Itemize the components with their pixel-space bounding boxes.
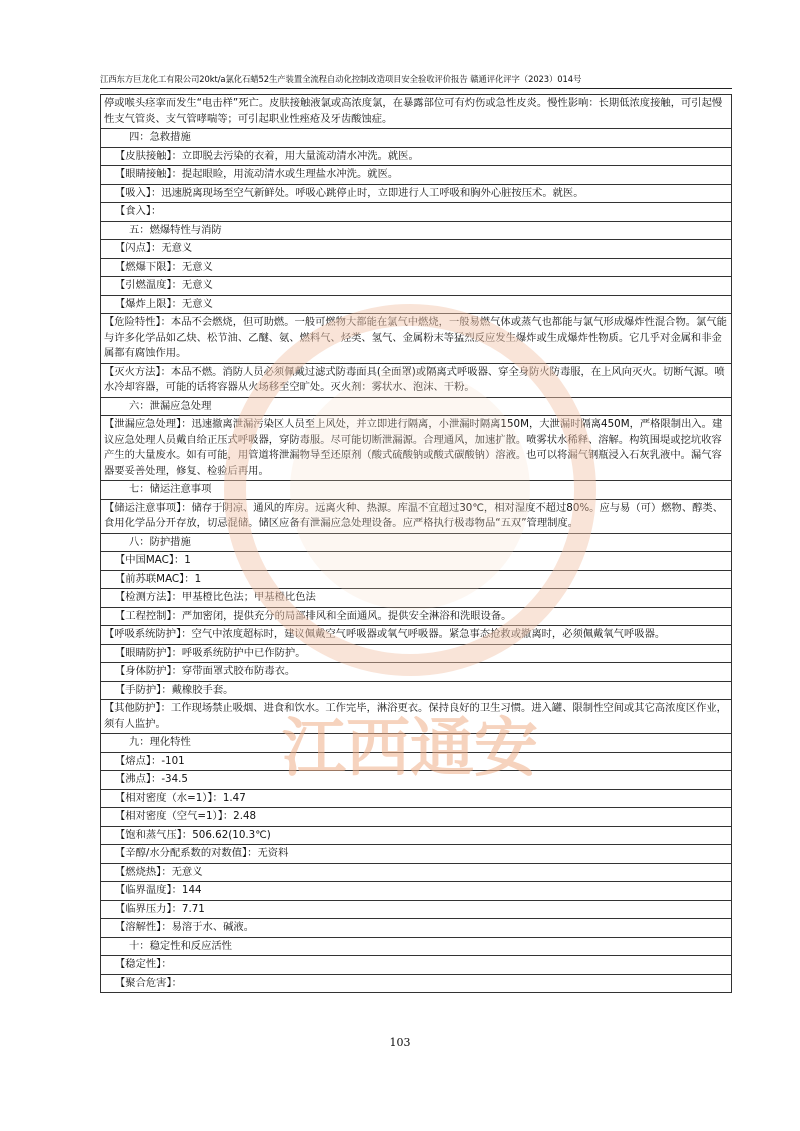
section-heading: 八：防护措施 [101, 533, 732, 552]
field-text: 【相对密度（空气=1）】：2.48 [101, 808, 732, 827]
field-text: 【中国MAC】：1 [101, 552, 732, 571]
field-text: 【呼吸系统防护】：空气中浓度超标时，建议佩戴空气呼吸器或氧气呼吸器。紧急事态抢救或撤离时，必须佩戴氧气呼吸器。 [101, 626, 732, 645]
field-row [101, 589, 732, 608]
field-text: 【泄漏应急处理】：迅速撤离泄漏污染区人员至上风处，并立即进行隔离，小泄漏时隔离150M，大泄漏时隔离450M，严格限制出入。建议应急处理人员戴自给正压式呼吸器，穿防毒服。尽可能切断泄漏源。合理通风，加速扩散。喷雾状水稀释、溶解。构筑围堤或挖坑收容产生的大量废水。如有可能，用管道将泄漏物导至还原剂（酸式硫酸钠或酸式碳酸钠）溶液。也可以将漏气钢瓶浸入石灰乳液中。漏气容器要妥善处理，修复、检验后再用。 [101, 416, 732, 481]
field-text: 【身体防护】：穿带面罩式胶布防毒衣。 [101, 663, 732, 682]
field-row [101, 845, 732, 864]
field-text: 【辛醇/水分配系数的对数值】：无资料 [101, 845, 732, 864]
field-text: 【相对密度（水=1）】：1.47 [101, 789, 732, 808]
section-heading: 五：燃爆特性与消防 [101, 221, 732, 240]
field-row [101, 166, 732, 185]
field-row [101, 789, 732, 808]
section-heading: 十：稳定性和反应活性 [101, 937, 732, 956]
field-text: 【熔点】：-101 [101, 752, 732, 771]
field-text: 【前苏联MAC】：1 [101, 570, 732, 589]
section-row [101, 734, 732, 753]
field-text: 【食入】： [101, 203, 732, 222]
msds-table [100, 94, 732, 993]
section-row [101, 533, 732, 552]
section-heading: 四：急救措施 [101, 129, 732, 148]
field-text: 【眼睛接触】：提起眼睑，用流动清水或生理盐水冲洗。就医。 [101, 166, 732, 185]
section-heading: 七：储运注意事项 [101, 481, 732, 500]
field-text: 停或喉头痉挛而发生“电击样”死亡。皮肤接触液氯或高浓度氯，在暴露部位可有灼伤或急性皮炎。慢性影响：长期低浓度接触，可引起慢性支气管炎、支气管哮喘等；可引起职业性痤疮及牙齿酸蚀症。 [101, 95, 732, 129]
field-text: 【其他防护】：工作现场禁止吸烟、进食和饮水。工作完毕，淋浴更衣。保持良好的卫生习惯。进入罐、限制性空间或其它高浓度区作业，须有人监护。 [101, 700, 732, 734]
field-row [101, 416, 732, 481]
section-row [101, 481, 732, 500]
field-text: 【灭火方法】：本品不燃。消防人员必须佩戴过滤式防毒面具(全面罩)或隔离式呼吸器、穿全身防火防毒服，在上风向灭火。切断气源。喷水冷却容器，可能的话将容器从火场移至空旷处。灭火剂：雾状水、泡沫、干粉。 [101, 363, 732, 397]
section-row [101, 397, 732, 416]
field-row [101, 277, 732, 296]
field-row [101, 203, 732, 222]
field-row [101, 663, 732, 682]
field-text: 【临界温度】：144 [101, 882, 732, 901]
field-text: 【闪点】：无意义 [101, 240, 732, 259]
field-row [101, 974, 732, 993]
field-text: 【聚合危害】： [101, 974, 732, 993]
field-row [101, 552, 732, 571]
field-row [101, 919, 732, 938]
field-text: 【危险特性】：本品不会燃烧，但可助燃。一般可燃物大都能在氯气中燃烧，一般易燃气体或蒸气也都能与氯气形成爆炸性混合物。氯气能与许多化学品如乙炔、松节油、乙醚、氨、燃料气、烃类、氢气、金属粉末等猛烈反应发生爆炸或生成爆炸性物质。它几乎对金属和非金属都有腐蚀作用。 [101, 314, 732, 364]
section-heading: 九：理化特性 [101, 734, 732, 753]
field-row [101, 295, 732, 314]
field-row [101, 644, 732, 663]
field-text: 【爆炸上限】：无意义 [101, 295, 732, 314]
field-text: 【临界压力】：7.71 [101, 900, 732, 919]
field-text: 【沸点】：-34.5 [101, 771, 732, 790]
field-row [101, 882, 732, 901]
field-row [101, 826, 732, 845]
field-row [101, 626, 732, 645]
field-row [101, 681, 732, 700]
field-row [101, 184, 732, 203]
field-row [101, 771, 732, 790]
field-text: 【饱和蒸气压】：506.62(10.3℃) [101, 826, 732, 845]
field-text: 【工程控制】：严加密闭，提供充分的局部排风和全面通风。提供安全淋浴和洗眼设备。 [101, 607, 732, 626]
field-text: 【眼睛防护】：呼吸系统防护中已作防护。 [101, 644, 732, 663]
section-heading: 六：泄漏应急处理 [101, 397, 732, 416]
field-text: 【储运注意事项】：储存于阴凉、通风的库房。远离火种、热源。库温不宜超过30℃，相对湿度不超过80%。应与易（可）燃物、醇类、食用化学品分开存放，切忌混储。储区应备有泄漏应急处理设备。应严格执行极毒物品“五双”管理制度。 [101, 499, 732, 533]
field-row [101, 863, 732, 882]
field-text: 【吸入】：迅速脱离现场至空气新鲜处。呼吸心跳停止时，立即进行人工呼吸和胸外心脏按压术。就医。 [101, 184, 732, 203]
field-row [101, 147, 732, 166]
field-row [101, 700, 732, 734]
field-row [101, 95, 732, 129]
field-row [101, 956, 732, 975]
field-row [101, 808, 732, 827]
field-row [101, 240, 732, 259]
field-text: 【手防护】：戴橡胶手套。 [101, 681, 732, 700]
field-row [101, 258, 732, 277]
field-row [101, 499, 732, 533]
page-header: 江西东方巨龙化工有限公司20kt/a氯化石蜡52生产装置全流程自动化控制改造项目安全验收评价报告 赣通评化评字（2023）014号 [100, 74, 582, 84]
field-text: 【燃爆下限】：无意义 [101, 258, 732, 277]
watermark-text: 江西通安 [282, 712, 538, 786]
field-text: 【皮肤接触】：立即脱去污染的衣着，用大量流动清水冲洗。就医。 [101, 147, 732, 166]
field-row [101, 570, 732, 589]
section-row [101, 937, 732, 956]
field-row [101, 900, 732, 919]
field-row [101, 752, 732, 771]
section-row [101, 221, 732, 240]
field-row [101, 363, 732, 397]
page-number: 103 [389, 1036, 411, 1049]
field-text: 【溶解性】：易溶于水、碱液。 [101, 919, 732, 938]
field-text: 【稳定性】： [101, 956, 732, 975]
field-row [101, 607, 732, 626]
section-row [101, 129, 732, 148]
field-text: 【引燃温度】：无意义 [101, 277, 732, 296]
field-text: 【燃烧热】：无意义 [101, 863, 732, 882]
field-row [101, 314, 732, 364]
header-rule [100, 88, 732, 89]
field-text: 【检测方法】：甲基橙比色法；甲基橙比色法 [101, 589, 732, 608]
